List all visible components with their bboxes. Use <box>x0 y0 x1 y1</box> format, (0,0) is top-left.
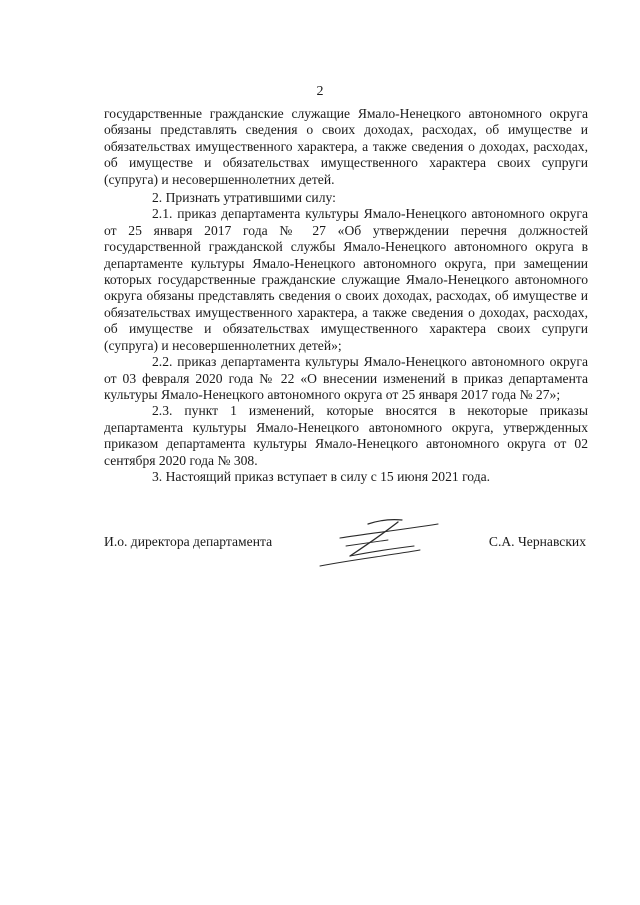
signer-title: И.о. директора департамента <box>104 534 273 549</box>
page-number: 2 <box>316 84 324 99</box>
signer-name: С.А. Чернавских <box>488 534 586 549</box>
document-body <box>104 106 588 485</box>
paragraph-item-2: 2. Признать утратившими силу: <box>152 190 336 206</box>
handwritten-signature <box>310 516 450 576</box>
paragraph-item-2-1: 2.1. приказ департамента культуры Ямало-Ненецкого автономного округа от 25 января 2017 года № 27 «Об утверждении перечня должностей государственной гражданской службы Ямало-Ненецкого автономного округа в департаменте культуры Ямало-Ненецкого автономного округа, при замещении которых государственные гражданские служащие Ямало-Ненецкого автономного округа обязаны представлять сведения о своих доходах, расходах, об имуществе и обязательствах имущественного характера, а также сведения о доходах, расходах, об имуществе и обязательствах имущественного характера своих супруги (супруга) и несовершеннолетних детей»; <box>104 206 588 353</box>
signature-block <box>0 530 640 590</box>
paragraph-item-3: 3. Настоящий приказ вступает в силу с 15 июня 2021 года. <box>152 468 491 484</box>
paragraph-item-2-3: 2.3. пункт 1 изменений, которые вносятся в некоторые приказы департамента культуры Ямало-Ненецкого автономного округа, утвержденных приказом департамента культуры Ямало-Ненецкого автономного округа от 02 сентября 2020 года № 308. <box>104 403 588 468</box>
paragraph-continuation: государственные гражданские служащие Ямало-Ненецкого автономного округа обязаны представлять сведения о своих доходах, расходах, об имуществе и обязательствах имущественного характера, а также сведения о доходах, расходах, об имуществе и обязательствах имущественного характера своих супруги (супруга) и несовершеннолетних детей. <box>104 106 588 187</box>
paragraph-item-2-2: 2.2. приказ департамента культуры Ямало-Ненецкого автономного округа от 03 февраля 2020 года № 22 «О внесении изменений в приказ департамента культуры Ямало-Ненецкого автономного округа от 25 января 2017 года № 27»; <box>104 354 588 402</box>
